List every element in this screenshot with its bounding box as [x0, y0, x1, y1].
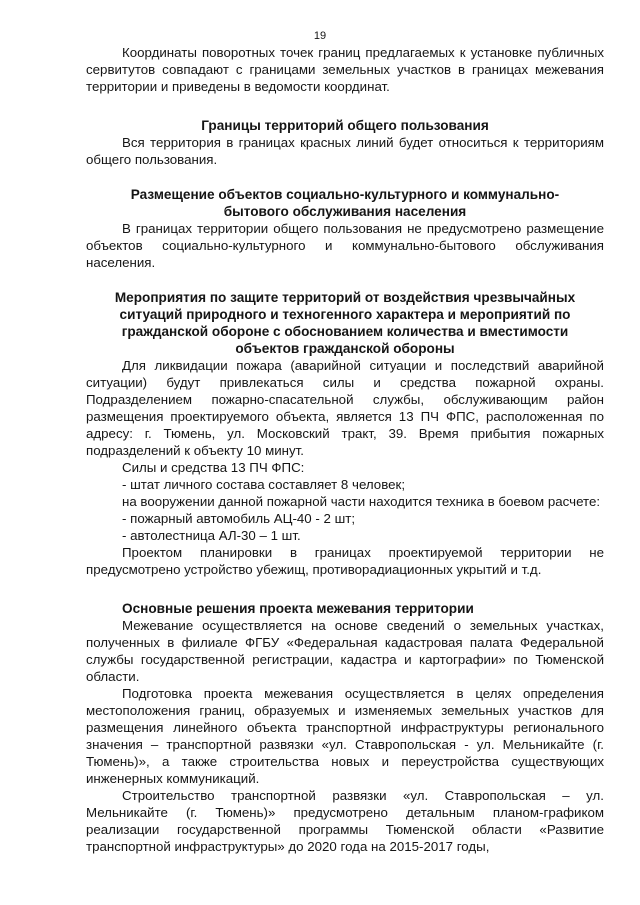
- public-use-text: Вся территория в границах красных линий будет относиться к территориям общего пользования.: [86, 135, 604, 167]
- page-number: 19: [313, 30, 327, 42]
- equipment-item: - автолестница АЛ-30 – 1 шт.: [122, 528, 301, 543]
- equipment-item: - пожарный автомобиль АЦ-40 - 2 шт;: [122, 511, 356, 526]
- survey-paragraph-3: Строительство транспортной развязки «ул. Ставропольская – ул. Мельникайте (г. Тюмень)» предусмотрено детальным планом-графиком реализации государственной программы Тюменской области «Развитие транспортной инфраструктуры» до 2020 года на 2015-2017 годы,: [86, 788, 604, 854]
- forces-label: Силы и средства 13 ПЧ ФПС:: [122, 460, 305, 475]
- heading-social-facilities: Размещение объектов социально-культурного и коммунально-бытового обслуживания населения: [130, 187, 560, 219]
- survey-paragraph-1: Межевание осуществляется на основе сведений о земельных участках, полученных в филиале ФГБУ «Федеральная кадастровая палата Федеральной службы государственной регистрации, кадастра и картографии» по Тюменской области.: [86, 618, 604, 684]
- heading-survey-decisions: Основные решения проекта межевания территории: [122, 601, 474, 616]
- intro-paragraph: Координаты поворотных точек границ предлагаемых к установке публичных сервитутов совпадают с границами земельных участков в границах межевания территории и приведены в ведомости координат.: [86, 45, 604, 94]
- emergency-paragraph-1: Для ликвидации пожара (аварийной ситуации и последствий аварийной ситуации) будут привлекаться силы и средства пожарной охраны. Подразделением пожарно-спасательной службы, обслуживающим район размещения проектируемого объекта, является 13 ПЧ ФПС, расположенная по адресу: г. Тюмень, ул. Московский тракт, 39. Время прибытия пожарных подразделений к объекту 10 минут.: [86, 358, 604, 458]
- heading-public-use: Границы территорий общего пользования: [201, 118, 489, 133]
- heading-emergency-measures: Мероприятия по защите территорий от воздействия чрезвычайных ситуаций природного и техногенного характера и мероприятий по гражданской обороне с обоснованием количества и вместимости объектов гражданской обороны: [114, 290, 576, 356]
- survey-paragraph-2: Подготовка проекта межевания осуществляется в целях определения местоположения границ, образуемых и изменяемых земельных участков для размещения линейного объекта транспортной инфраструктуры регионального значения – транспортной развязки «ул. Ставропольская - ул. Мельникайте (г. Тюмень)», а также строительства новых и переустройства существующих инженерных коммуникаций.: [86, 686, 604, 786]
- staff-item: - штат личного состава составляет 8 человек;: [122, 477, 406, 492]
- page-content: [86, 44, 604, 855]
- emergency-paragraph-2: Проектом планировки в границах проектируемой территории не предусмотрено устройство убежищ, противорадиационных укрытий и т.д.: [86, 545, 604, 577]
- equipment-intro: на вооружении данной пожарной части находится техника в боевом расчете:: [122, 494, 601, 509]
- social-facilities-text: В границах территории общего пользования не предусмотрено размещение объектов социально-культурного и коммунально-бытового обслуживания населения.: [86, 221, 604, 270]
